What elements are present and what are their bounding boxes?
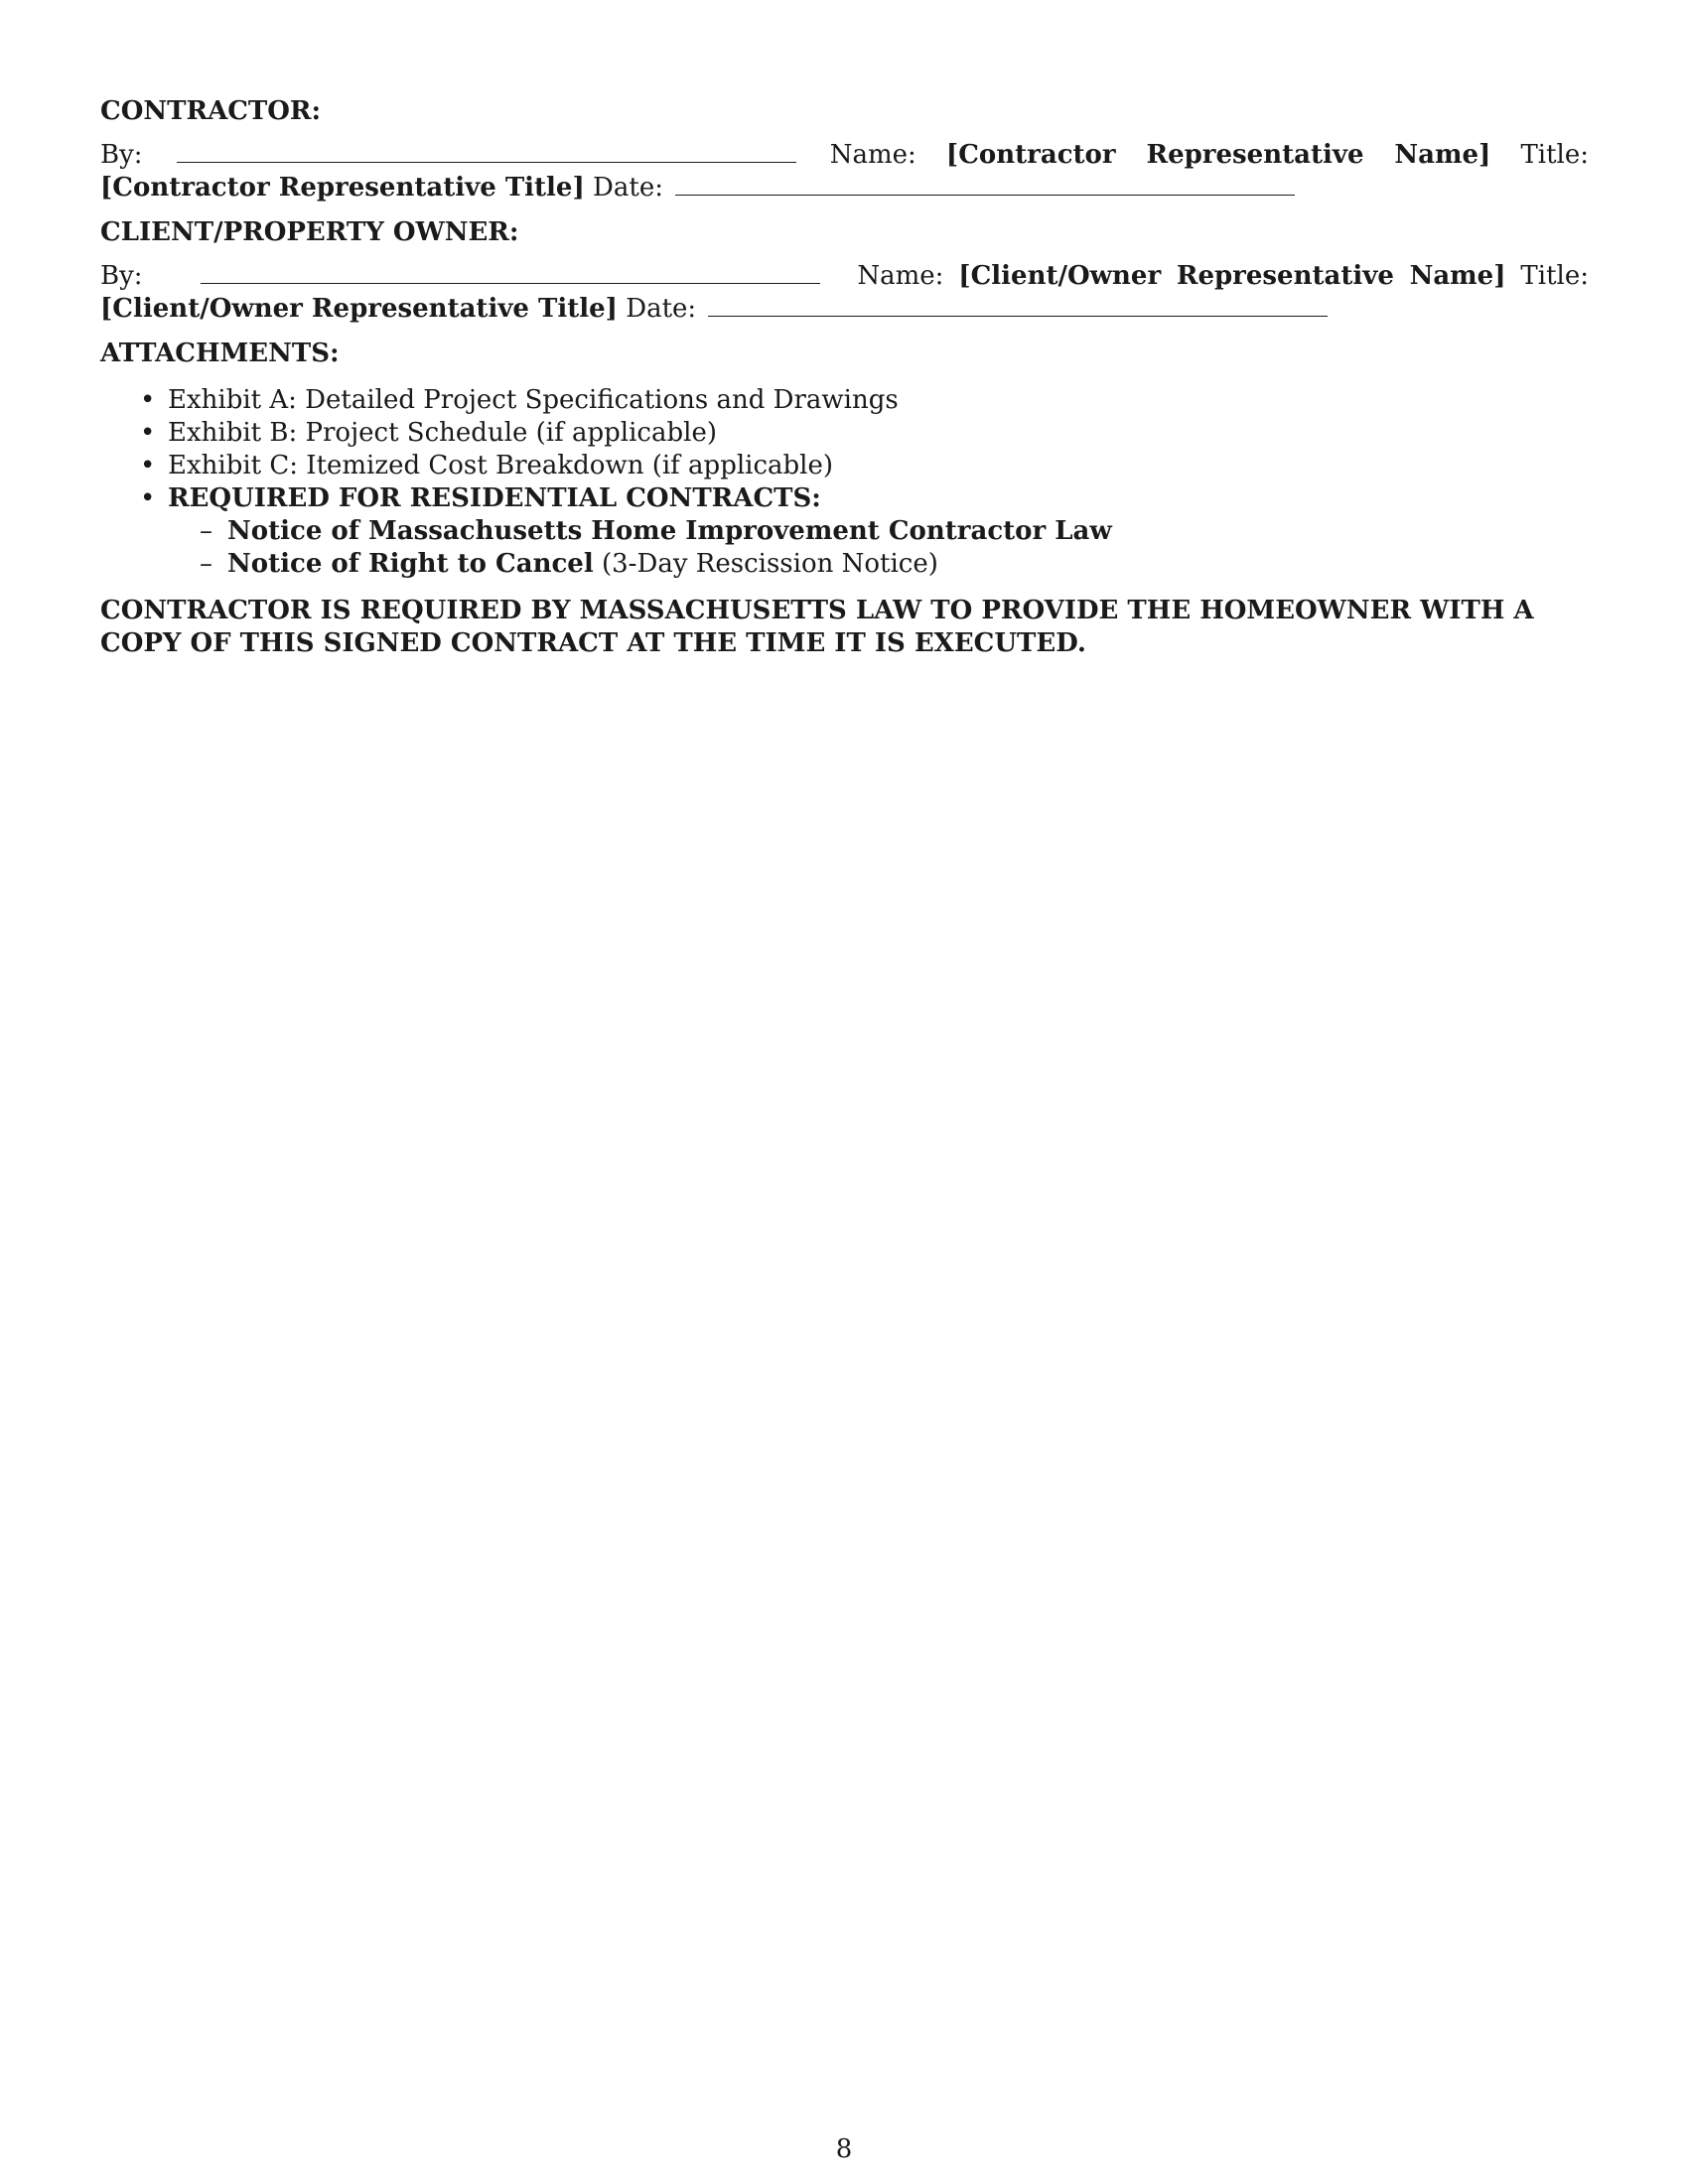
contractor-heading: CONTRACTOR: <box>100 96 322 126</box>
contractor-signature-blank[interactable] <box>177 140 796 163</box>
list-item <box>168 548 1589 581</box>
client-heading: CLIENT/PROPERTY OWNER: <box>100 217 519 247</box>
required-list <box>168 515 1589 581</box>
list-item: • Exhibit A: Detailed Project Specifications and Drawings <box>100 384 1589 417</box>
client-title-label: Title: <box>1520 261 1589 291</box>
contractor-date-blank[interactable] <box>675 173 1295 196</box>
client-name-label: Name: <box>857 261 944 291</box>
required-item-bold: Notice of Right to Cancel <box>227 549 594 579</box>
contractor-signature-block <box>100 139 1589 205</box>
client-date-blank[interactable] <box>708 294 1328 317</box>
page-number: 8 <box>835 2134 853 2164</box>
contractor-name-value: [Contractor Representative Name] <box>945 140 1491 170</box>
client-title-value: [Client/Owner Representative Title] <box>100 294 618 324</box>
required-item-rest: (3-Day Rescission Notice) <box>593 549 938 579</box>
list-item: • Exhibit C: Itemized Cost Breakdown (if applicable) <box>100 450 1589 482</box>
legal-notice: CONTRACTOR IS REQUIRED BY MASSACHUSETTS LAW TO PROVIDE THE HOMEOWNER WITH A COPY OF THIS SIGNED CONTRACT AT THE TIME IT IS EXECUTED. <box>100 596 1534 658</box>
list-item-required <box>100 482 1589 581</box>
required-item-bold: Notice of Massachusetts Home Improvement Contractor Law <box>227 516 1112 546</box>
required-heading: REQUIRED FOR RESIDENTIAL CONTRACTS: <box>168 483 821 513</box>
contractor-title-value: [Contractor Representative Title] <box>100 173 585 203</box>
list-item: • Exhibit B: Project Schedule (if applicable) <box>100 417 1589 450</box>
document-page <box>100 95 1589 686</box>
contractor-by-label: By: <box>100 140 143 170</box>
client-name-value: [Client/Owner Representative Name] <box>958 261 1506 291</box>
attachments-heading: ATTACHMENTS: <box>100 339 340 368</box>
contractor-date-label: Date: <box>593 173 663 203</box>
client-signature-block <box>100 260 1589 326</box>
client-signature-blank[interactable] <box>201 261 820 284</box>
list-item <box>168 515 1589 548</box>
client-by-label: By: <box>100 261 143 291</box>
client-date-label: Date: <box>626 294 697 324</box>
contractor-title-label: Title: <box>1520 140 1590 170</box>
contractor-name-label: Name: <box>829 140 916 170</box>
attachments-list <box>100 384 1589 581</box>
